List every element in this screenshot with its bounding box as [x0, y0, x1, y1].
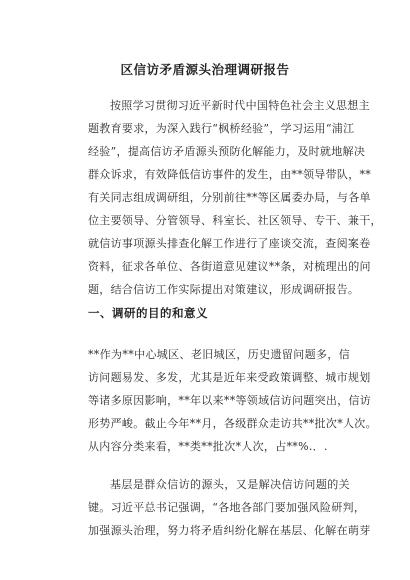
text-line: **作为**中心城区、老旧城区，历史遗留问题多，信	[88, 348, 350, 361]
text-line: 从内容分类来看，**类**批次*人次，占**%.．.	[88, 440, 328, 453]
text-line: 经验”，提高信访矛盾源头预防化解能力，及时就地解决	[88, 145, 366, 158]
text-line: 群众诉求，有效降低信访事件的发生，由**领导带队，**	[88, 168, 372, 181]
paragraph-introduction	[88, 94, 382, 301]
text-line: 键。习近平总书记强调，“各地各部门要加强风险研判，	[88, 501, 366, 514]
text-line: 题，结合信访工作实际提出对策建议，形成调研报告。	[88, 283, 360, 296]
text-line: 加强源头治理，努力将矛盾纠纷化解在基层、化解在萌芽	[88, 524, 371, 537]
text-line: 有关同志组成调研组，分别前往**等区属委办局，与各单	[88, 191, 371, 204]
text-line: 题教育要求，为深入践行“枫桥经验”，学习运用“浦江	[88, 122, 355, 135]
text-line: 就信访事项源头排查化解工作进行了座谈交流，查阅案卷	[88, 237, 371, 250]
document-title: 区信访矛盾源头治理调研报告	[120, 62, 290, 77]
text-line: 访问题易发、多发，尤其是近年来受政策调整、城市规划	[88, 371, 371, 384]
paragraph-section1-a	[88, 343, 377, 458]
text-line: 形势严峻。截止今年**月，各级群众走访共**批次*人次。	[88, 417, 377, 430]
section-heading: 一、调研的目的和意义	[88, 306, 208, 320]
paragraph-section1-b	[88, 473, 371, 542]
text-line: 基层是群众信访的源头，又是解决信访问题的关	[110, 478, 350, 491]
text-line: 位主要领导、分管领导、科室长、社区领导、专干、兼干，	[88, 214, 382, 227]
text-line: 资料，征求各单位、各街道意见建议**条，对梳理出的问	[88, 260, 371, 273]
text-line: 按照学习贯彻习近平新时代中国特色社会主义思想主	[110, 99, 370, 112]
text-line: 等诸多原因影响，**年以来**等领域信访问题突出，信访	[88, 394, 372, 407]
